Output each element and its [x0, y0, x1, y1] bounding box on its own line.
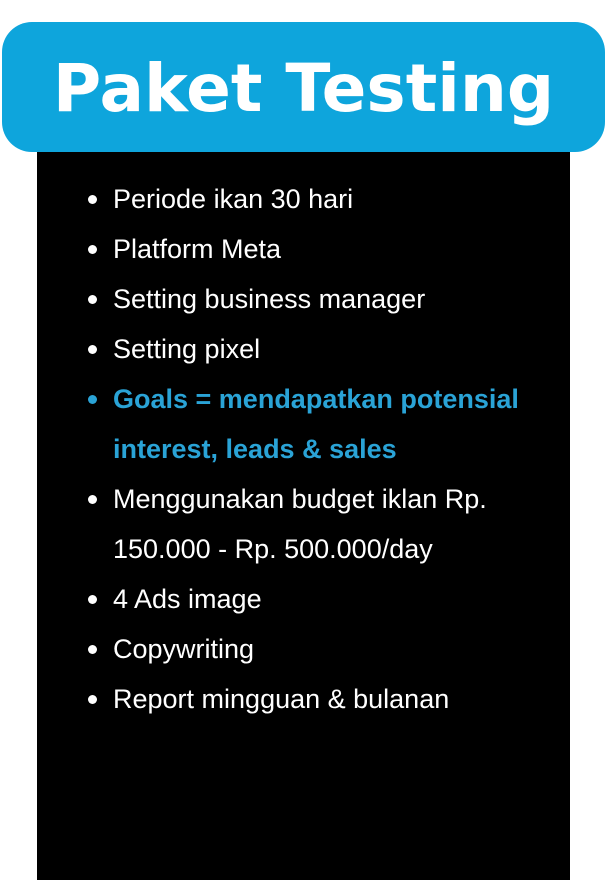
bullet-icon [88, 695, 97, 704]
bullet-icon [88, 595, 97, 604]
feature-item [85, 274, 555, 324]
feature-text: Menggunakan budget iklan Rp. 150.000 - Rp. 500.000/day [113, 484, 487, 564]
feature-item [85, 224, 555, 274]
feature-text: Report mingguan & bulanan [113, 684, 450, 714]
feature-item [85, 324, 555, 374]
bullet-icon [88, 645, 97, 654]
feature-text: Setting pixel [113, 334, 261, 364]
feature-text: Periode ikan 30 hari [113, 184, 354, 214]
feature-text: Goals = mendapatkan potensial interest, leads & sales [113, 384, 519, 464]
feature-item [85, 624, 555, 674]
feature-text: Setting business manager [113, 284, 426, 314]
feature-text: Platform Meta [113, 234, 282, 264]
package-header [2, 22, 605, 152]
feature-item [85, 474, 555, 574]
feature-item [85, 174, 555, 224]
feature-item [85, 674, 555, 724]
bullet-icon [88, 495, 97, 504]
feature-list [85, 174, 555, 724]
bullet-icon [88, 295, 97, 304]
bullet-icon [88, 245, 97, 254]
bullet-icon [88, 395, 97, 404]
package-title: Paket Testing [52, 50, 555, 127]
bullet-icon [88, 345, 97, 354]
feature-text: 4 Ads image [113, 584, 262, 614]
bullet-icon [88, 195, 97, 204]
feature-item [85, 574, 555, 624]
feature-item-goals [85, 374, 555, 474]
feature-text: Copywriting [113, 634, 255, 664]
